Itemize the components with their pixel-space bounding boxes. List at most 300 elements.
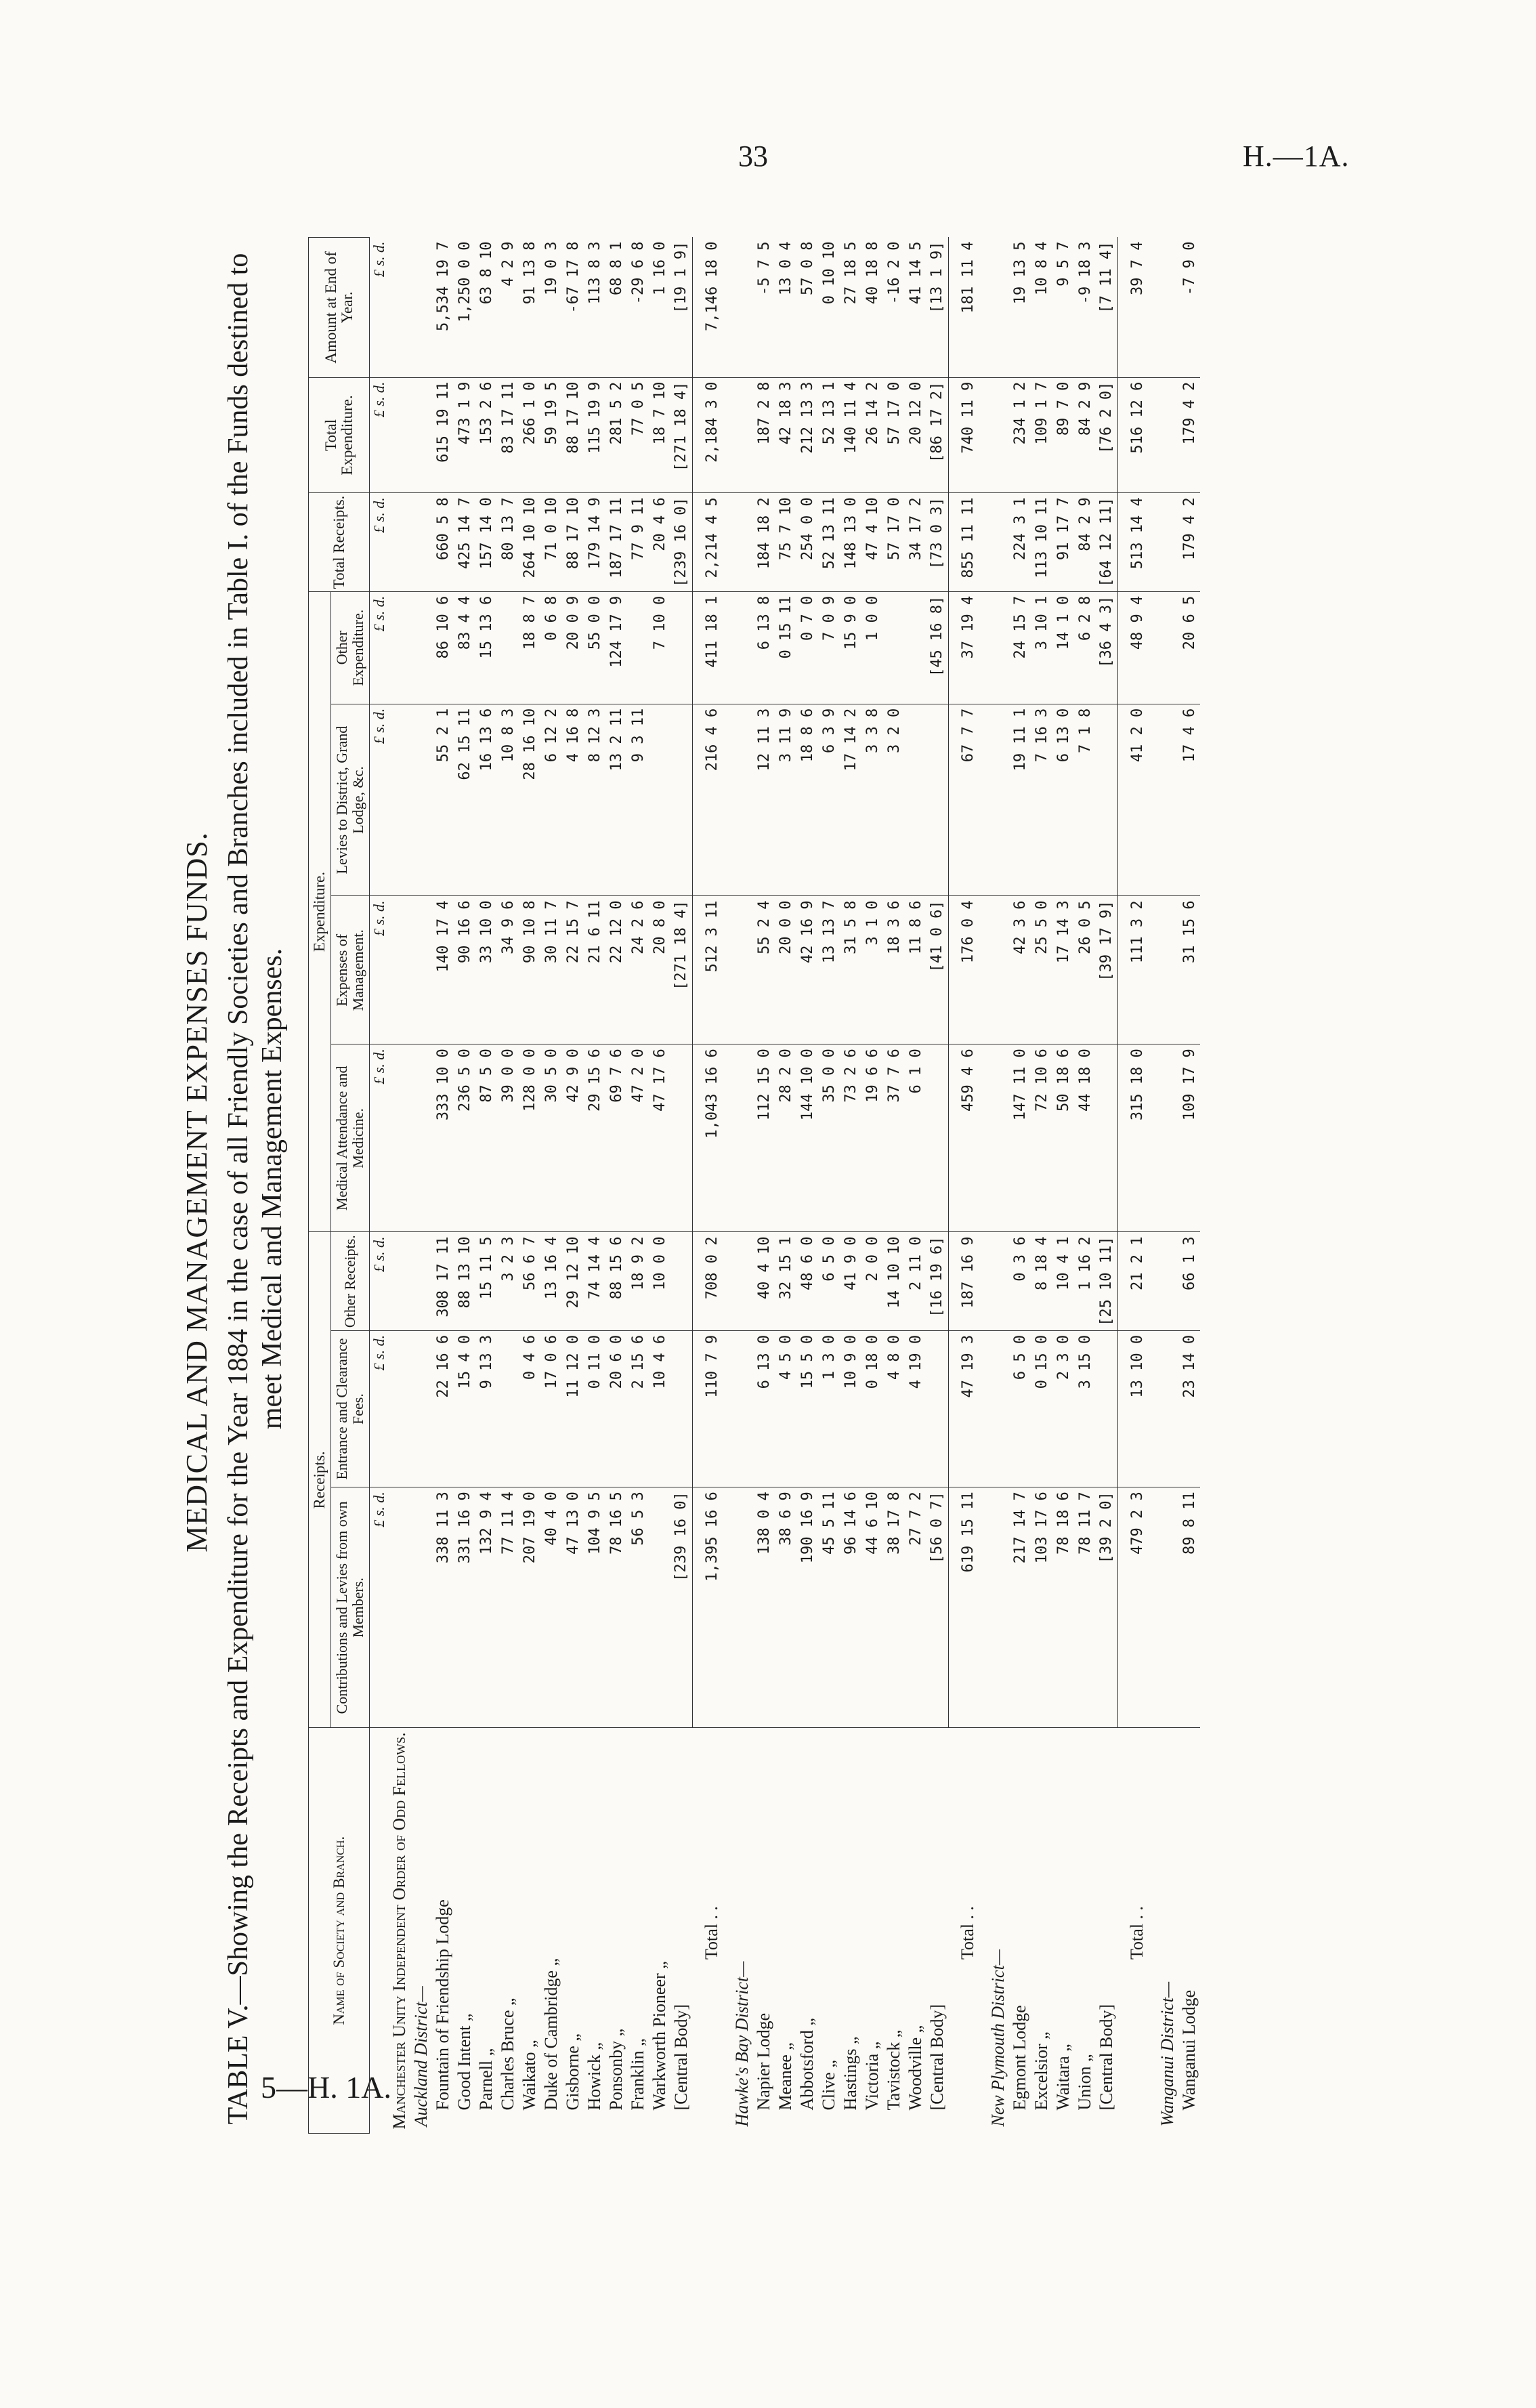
value-cell: 18 8 6 — [796, 704, 818, 896]
value-cell: 0 10 10 — [818, 238, 840, 378]
total-value-cell: 187 16 9 — [948, 1232, 987, 1330]
branch-name: Duke of Cambridge „ — [541, 1958, 561, 2111]
value-cell: 266 1 0 — [519, 377, 540, 493]
table-row — [796, 238, 818, 2134]
value-cell: 88 17 10 — [562, 377, 584, 493]
total-value-cell: 216 4 6 — [692, 704, 731, 896]
empty-cell — [1157, 238, 1178, 378]
value-cell: 234 1 2 — [1009, 377, 1031, 493]
value-cell: 57 17 0 — [883, 377, 905, 493]
value-cell: 3 2 0 — [883, 704, 905, 896]
value-cell: 23 14 0 — [1178, 1330, 1200, 1487]
value-cell: 39 0 0 — [497, 1044, 519, 1232]
value-cell: 75 7 10 — [775, 493, 796, 591]
value-cell: 56 5 3 — [627, 1487, 649, 1728]
expenses-table — [308, 237, 1200, 2134]
value-cell: 78 11 7 — [1074, 1487, 1096, 1728]
value-cell: 31 15 6 — [1178, 896, 1200, 1044]
value-cell: 4 19 0 — [905, 1330, 926, 1487]
value-cell — [926, 704, 948, 896]
total-label: Total . . — [702, 1905, 721, 1960]
table-row — [1074, 238, 1096, 2134]
total-label: Total . . — [958, 1905, 977, 1960]
empty-cell — [987, 493, 1009, 591]
value-cell: 48 6 0 — [796, 1232, 818, 1330]
value-cell: 236 5 0 — [454, 1044, 475, 1232]
total-value-cell: 176 0 4 — [948, 896, 987, 1044]
empty-cell — [987, 896, 1009, 1044]
value-cell: 41 14 5 — [905, 238, 926, 378]
empty-cell — [389, 238, 410, 378]
total-value-cell: 39 7 4 — [1117, 238, 1157, 378]
units-cell: £ s. d. — [370, 493, 389, 591]
total-value-cell: 1,395 16 6 — [692, 1487, 731, 1728]
value-cell: 52 13 1 — [818, 377, 840, 493]
value-cell: 19 6 6 — [861, 1044, 883, 1232]
value-cell: 11 12 0 — [562, 1330, 584, 1487]
branch-name: [Central Body] — [927, 2004, 947, 2111]
district-row — [987, 238, 1009, 2134]
value-cell: 6 5 0 — [818, 1232, 840, 1330]
empty-cell — [731, 591, 753, 704]
table-row — [627, 238, 649, 2134]
value-cell: 87 5 0 — [475, 1044, 497, 1232]
value-cell: 72 10 6 — [1031, 1044, 1052, 1232]
empty-cell — [1157, 1330, 1178, 1487]
value-cell: 25 5 0 — [1031, 896, 1052, 1044]
value-cell — [926, 1330, 948, 1487]
value-cell: 90 10 8 — [519, 896, 540, 1044]
empty-cell — [389, 493, 410, 591]
col-name-header: Name of Society and Branch. — [309, 1728, 370, 2134]
value-cell: 15 5 0 — [796, 1330, 818, 1487]
value-cell: 68 8 1 — [605, 238, 627, 378]
value-cell — [627, 591, 649, 704]
value-cell: 179 4 2 — [1178, 377, 1200, 493]
value-cell: 38 6 9 — [775, 1487, 796, 1728]
page-code: H.—1A. — [1243, 140, 1350, 173]
value-cell: 88 13 10 — [454, 1232, 475, 1330]
value-cell: 6 1 0 — [905, 1044, 926, 1232]
value-cell: 19 0 3 — [540, 238, 562, 378]
value-cell: 5,534 19 7 — [432, 238, 454, 378]
value-cell: [36 4 3] — [1096, 591, 1117, 704]
branch-name: Franklin „ — [628, 2038, 647, 2111]
value-cell: 2 3 0 — [1052, 1330, 1074, 1487]
value-cell: 28 16 10 — [519, 704, 540, 896]
value-cell: 615 19 11 — [432, 377, 454, 493]
total-value-cell: 21 2 1 — [1117, 1232, 1157, 1330]
table-row — [1096, 238, 1117, 2134]
value-cell: 96 14 6 — [840, 1487, 861, 1728]
value-cell: 2 0 0 — [861, 1232, 883, 1330]
total-value-cell: 855 11 11 — [948, 493, 987, 591]
branch-name: Clive „ — [819, 2060, 838, 2111]
value-cell: 1 16 0 — [649, 238, 670, 378]
branch-name: Fountain of Friendship Lodge — [433, 1899, 452, 2111]
value-cell: [25 10 11] — [1096, 1232, 1117, 1330]
value-cell: 7 0 9 — [818, 591, 840, 704]
district-row — [1157, 238, 1178, 2134]
value-cell: 212 13 3 — [796, 377, 818, 493]
value-cell: 3 3 8 — [861, 704, 883, 896]
value-cell — [497, 591, 519, 704]
district-row — [731, 238, 753, 2134]
value-cell: 77 11 4 — [497, 1487, 519, 1728]
value-cell: [64 12 11] — [1096, 493, 1117, 591]
branch-name: Charles Bruce „ — [498, 1998, 517, 2111]
value-cell: 69 7 6 — [605, 1044, 627, 1232]
value-cell: 187 17 11 — [605, 493, 627, 591]
units-cell: £ s. d. — [370, 1487, 389, 1728]
empty-cell — [987, 704, 1009, 896]
value-cell: 63 8 10 — [475, 238, 497, 378]
empty-cell — [1157, 704, 1178, 896]
value-cell: 47 2 0 — [627, 1044, 649, 1232]
empty-cell — [987, 1487, 1009, 1728]
other-expenditure-header: Other Expenditure. — [331, 591, 370, 704]
value-cell: 10 8 3 — [497, 704, 519, 896]
district-name: Auckland District— — [411, 1986, 431, 2127]
table-row — [584, 238, 605, 2134]
value-cell: 18 3 6 — [883, 896, 905, 1044]
value-cell: 29 12 10 — [562, 1232, 584, 1330]
units-cell: £ s. d. — [370, 1232, 389, 1330]
value-cell — [905, 704, 926, 896]
branch-name: Hastings „ — [840, 2036, 860, 2111]
value-cell: 264 10 10 — [519, 493, 540, 591]
value-cell — [1096, 704, 1117, 896]
value-cell: 144 10 0 — [796, 1044, 818, 1232]
total-value-cell: 1,043 16 6 — [692, 1044, 731, 1232]
district-name: Hawke's Bay District— — [732, 1961, 752, 2127]
total-value-cell: 41 2 0 — [1117, 704, 1157, 896]
empty-cell — [410, 1232, 432, 1330]
branch-name: Parnell „ — [476, 2048, 496, 2111]
value-cell: 10 9 0 — [840, 1330, 861, 1487]
units-cell: £ s. d. — [370, 238, 389, 378]
branch-name: Waikato „ — [519, 2040, 539, 2111]
total-value-cell: 411 18 1 — [692, 591, 731, 704]
value-cell: 47 13 0 — [562, 1487, 584, 1728]
branch-name: [Central Body] — [1096, 2004, 1116, 2111]
value-cell: 40 4 0 — [540, 1487, 562, 1728]
value-cell: 157 14 0 — [475, 493, 497, 591]
units-cell: £ s. d. — [370, 1330, 389, 1487]
branch-name: Napier Lodge — [754, 2012, 773, 2111]
value-cell: 22 15 7 — [562, 896, 584, 1044]
value-cell: 153 2 6 — [475, 377, 497, 493]
value-cell: 20 12 0 — [905, 377, 926, 493]
value-cell: 59 19 5 — [540, 377, 562, 493]
empty-cell — [389, 1487, 410, 1728]
value-cell: 4 16 8 — [562, 704, 584, 896]
value-cell: 425 14 7 — [454, 493, 475, 591]
value-cell: 90 16 6 — [454, 896, 475, 1044]
table-row — [1009, 238, 1031, 2134]
value-cell: 3 2 3 — [497, 1232, 519, 1330]
value-cell: 6 2 8 — [1074, 591, 1096, 704]
value-cell: 22 12 0 — [605, 896, 627, 1044]
value-cell: 13 16 4 — [540, 1232, 562, 1330]
empty-cell — [731, 238, 753, 378]
value-cell: 6 5 0 — [1009, 1330, 1031, 1487]
value-cell: 128 0 0 — [519, 1044, 540, 1232]
empty-cell — [731, 704, 753, 896]
total-value-cell: 512 3 11 — [692, 896, 731, 1044]
total-value-cell: 315 18 0 — [1117, 1044, 1157, 1232]
district-name: New Plymouth District— — [988, 1949, 1008, 2127]
value-cell — [1096, 1330, 1117, 1487]
table-row — [753, 238, 775, 2134]
value-cell: 21 6 11 — [584, 896, 605, 1044]
value-cell: [239 16 0] — [670, 1487, 692, 1728]
empty-cell — [731, 1232, 753, 1330]
branch-name: Woodville „ — [905, 2025, 925, 2111]
value-cell: 88 17 10 — [562, 493, 584, 591]
value-cell — [670, 1330, 692, 1487]
units-name-cell — [370, 1728, 389, 2134]
value-cell: 55 0 0 — [584, 591, 605, 704]
value-cell — [670, 1044, 692, 1232]
total-row — [692, 238, 731, 2134]
branch-name: Victoria „ — [862, 2041, 882, 2111]
value-cell: 10 0 0 — [649, 1232, 670, 1330]
total-expenditure-header: Total Expenditure. — [309, 377, 370, 493]
value-cell: -16 2 0 — [883, 238, 905, 378]
value-cell: 7 10 0 — [649, 591, 670, 704]
empty-cell — [389, 377, 410, 493]
value-cell: 109 1 7 — [1031, 377, 1052, 493]
value-cell: 0 6 8 — [540, 591, 562, 704]
empty-cell — [389, 591, 410, 704]
units-cell: £ s. d. — [370, 591, 389, 704]
value-cell: 42 18 3 — [775, 377, 796, 493]
empty-cell — [987, 591, 1009, 704]
value-cell: 254 0 0 — [796, 493, 818, 591]
empty-cell — [410, 377, 432, 493]
value-cell: 0 15 0 — [1031, 1330, 1052, 1487]
value-cell: 77 9 11 — [627, 493, 649, 591]
value-cell: 15 9 0 — [840, 591, 861, 704]
value-cell: 9 13 3 — [475, 1330, 497, 1487]
footer-code: 5—H. 1A. — [261, 2070, 391, 2105]
value-cell: [19 1 9] — [670, 238, 692, 378]
value-cell: 331 16 9 — [454, 1487, 475, 1728]
value-cell: [86 17 2] — [926, 377, 948, 493]
value-cell: 52 13 11 — [818, 493, 840, 591]
value-cell: 0 18 0 — [861, 1330, 883, 1487]
total-value-cell: 48 9 4 — [1117, 591, 1157, 704]
value-cell: 18 9 2 — [627, 1232, 649, 1330]
value-cell: 113 8 3 — [584, 238, 605, 378]
value-cell: [271 18 4] — [670, 896, 692, 1044]
branch-name: Excelsior „ — [1031, 2031, 1051, 2111]
value-cell: 35 0 0 — [818, 1044, 840, 1232]
medical-header: Medical Attendance and Medicine. — [331, 1044, 370, 1232]
value-cell: 20 4 6 — [649, 493, 670, 591]
empty-cell — [731, 1044, 753, 1232]
page-number: 33 — [738, 140, 768, 173]
units-cell: £ s. d. — [370, 377, 389, 493]
value-cell: 7 1 8 — [1074, 704, 1096, 896]
table-body — [370, 238, 1201, 2134]
value-cell: 3 15 0 — [1074, 1330, 1096, 1487]
value-cell: 19 13 5 — [1009, 238, 1031, 378]
other-receipts-header: Other Receipts. — [331, 1232, 370, 1330]
total-value-cell: 516 12 6 — [1117, 377, 1157, 493]
branch-name: Waitara „ — [1053, 2044, 1073, 2111]
empty-cell — [1157, 1232, 1178, 1330]
value-cell: 20 0 0 — [775, 896, 796, 1044]
branch-name: [Central Body] — [671, 2004, 691, 2111]
value-cell: 34 17 2 — [905, 493, 926, 591]
value-cell: 17 4 6 — [1178, 704, 1200, 896]
value-cell: 15 4 0 — [454, 1330, 475, 1487]
value-cell: 44 6 10 — [861, 1487, 883, 1728]
value-cell: [39 2 0] — [1096, 1487, 1117, 1728]
value-cell: 184 18 2 — [753, 493, 775, 591]
total-value-cell: 740 11 9 — [948, 377, 987, 493]
value-cell: 78 18 6 — [1052, 1487, 1074, 1728]
value-cell: 660 5 8 — [432, 493, 454, 591]
value-cell — [670, 704, 692, 896]
empty-cell — [987, 377, 1009, 493]
value-cell: 103 17 6 — [1031, 1487, 1052, 1728]
empty-cell — [1157, 377, 1178, 493]
contributions-header: Contributions and Levies from own Members. — [331, 1487, 370, 1728]
value-cell: 89 7 0 — [1052, 377, 1074, 493]
value-cell: -9 18 3 — [1074, 238, 1096, 378]
value-cell: 138 0 4 — [753, 1487, 775, 1728]
district-row — [410, 238, 432, 2134]
total-value-cell: 479 2 3 — [1117, 1487, 1157, 1728]
value-cell: 30 11 7 — [540, 896, 562, 1044]
total-value-cell: 47 19 3 — [948, 1330, 987, 1487]
value-cell: 7 16 3 — [1031, 704, 1052, 896]
value-cell: 15 11 5 — [475, 1232, 497, 1330]
value-cell: 89 8 11 — [1178, 1487, 1200, 1728]
value-cell: 50 18 6 — [1052, 1044, 1074, 1232]
value-cell: 91 17 7 — [1052, 493, 1074, 591]
value-cell: 83 17 11 — [497, 377, 519, 493]
value-cell: 20 8 0 — [649, 896, 670, 1044]
district-name: Wanganui District— — [1157, 1981, 1177, 2127]
value-cell: 55 2 4 — [753, 896, 775, 1044]
empty-cell — [410, 238, 432, 378]
branch-name: Ponsonby „ — [606, 2028, 626, 2111]
units-cell: £ s. d. — [370, 1044, 389, 1232]
value-cell: 29 15 6 — [584, 1044, 605, 1232]
value-cell: 190 16 9 — [796, 1487, 818, 1728]
value-cell: 15 13 6 — [475, 591, 497, 704]
entrance-header: Entrance and Clearance Fees. — [331, 1330, 370, 1487]
empty-cell — [1157, 591, 1178, 704]
value-cell: 34 9 6 — [497, 896, 519, 1044]
empty-cell — [410, 704, 432, 896]
empty-cell — [731, 896, 753, 1044]
value-cell: 66 1 3 — [1178, 1232, 1200, 1330]
table-row — [1178, 238, 1200, 2134]
empty-cell — [731, 377, 753, 493]
value-cell: 338 11 3 — [432, 1487, 454, 1728]
value-cell: 86 10 6 — [432, 591, 454, 704]
value-cell: 37 7 6 — [883, 1044, 905, 1232]
value-cell: 55 2 1 — [432, 704, 454, 896]
value-cell: [239 16 0] — [670, 493, 692, 591]
empty-cell — [987, 1232, 1009, 1330]
value-cell: -67 17 8 — [562, 238, 584, 378]
empty-cell — [731, 1330, 753, 1487]
value-cell: 8 18 4 — [1031, 1232, 1052, 1330]
value-cell: 91 13 8 — [519, 238, 540, 378]
empty-cell — [389, 704, 410, 896]
value-cell: [271 18 4] — [670, 377, 692, 493]
value-cell: 13 2 11 — [605, 704, 627, 896]
total-value-cell: 619 15 11 — [948, 1487, 987, 1728]
value-cell: 83 4 4 — [454, 591, 475, 704]
value-cell: 31 5 8 — [840, 896, 861, 1044]
value-cell: 3 11 9 — [775, 704, 796, 896]
table-row — [1052, 238, 1074, 2134]
value-cell: 0 15 11 — [775, 591, 796, 704]
value-cell: 44 18 0 — [1074, 1044, 1096, 1232]
empty-cell — [410, 493, 432, 591]
expenditure-header: Expenditure. — [309, 591, 331, 1232]
value-cell: 77 0 5 — [627, 377, 649, 493]
total-row — [948, 238, 987, 2134]
total-value-cell: 67 7 7 — [948, 704, 987, 896]
total-value-cell: 2,184 3 0 — [692, 377, 731, 493]
total-receipts-header: Total Receipts. — [309, 493, 370, 591]
table-row — [883, 238, 905, 2134]
empty-cell — [731, 1487, 753, 1728]
value-cell: 148 13 0 — [840, 493, 861, 591]
value-cell: 1 16 2 — [1074, 1232, 1096, 1330]
total-value-cell: 13 10 0 — [1117, 1330, 1157, 1487]
value-cell: 6 13 0 — [1052, 704, 1074, 896]
value-cell: 57 0 8 — [796, 238, 818, 378]
empty-cell — [1157, 493, 1178, 591]
value-cell: 10 4 6 — [649, 1330, 670, 1487]
table-row — [475, 238, 497, 2134]
total-value-cell: 7,146 18 0 — [692, 238, 731, 378]
value-cell: 18 8 7 — [519, 591, 540, 704]
value-cell: [56 0 7] — [926, 1487, 948, 1728]
value-cell: 2 11 0 — [905, 1232, 926, 1330]
value-cell — [905, 591, 926, 704]
value-cell: 0 3 6 — [1009, 1232, 1031, 1330]
value-cell: 45 5 11 — [818, 1487, 840, 1728]
value-cell: 40 18 8 — [861, 238, 883, 378]
table-row — [840, 238, 861, 2134]
value-cell: 38 17 8 — [883, 1487, 905, 1728]
value-cell: 8 12 3 — [584, 704, 605, 896]
value-cell: 308 17 11 — [432, 1232, 454, 1330]
table-row — [562, 238, 584, 2134]
value-cell: 27 7 2 — [905, 1487, 926, 1728]
value-cell: 19 11 1 — [1009, 704, 1031, 896]
value-cell — [649, 1487, 670, 1728]
empty-cell — [731, 493, 753, 591]
branch-name: Union „ — [1075, 2054, 1094, 2111]
empty-cell — [410, 1044, 432, 1232]
value-cell: 20 0 9 — [562, 591, 584, 704]
value-cell: [39 17 9] — [1096, 896, 1117, 1044]
value-cell: 84 2 9 — [1074, 377, 1096, 493]
value-cell — [926, 1044, 948, 1232]
value-cell: 13 0 4 — [775, 238, 796, 378]
